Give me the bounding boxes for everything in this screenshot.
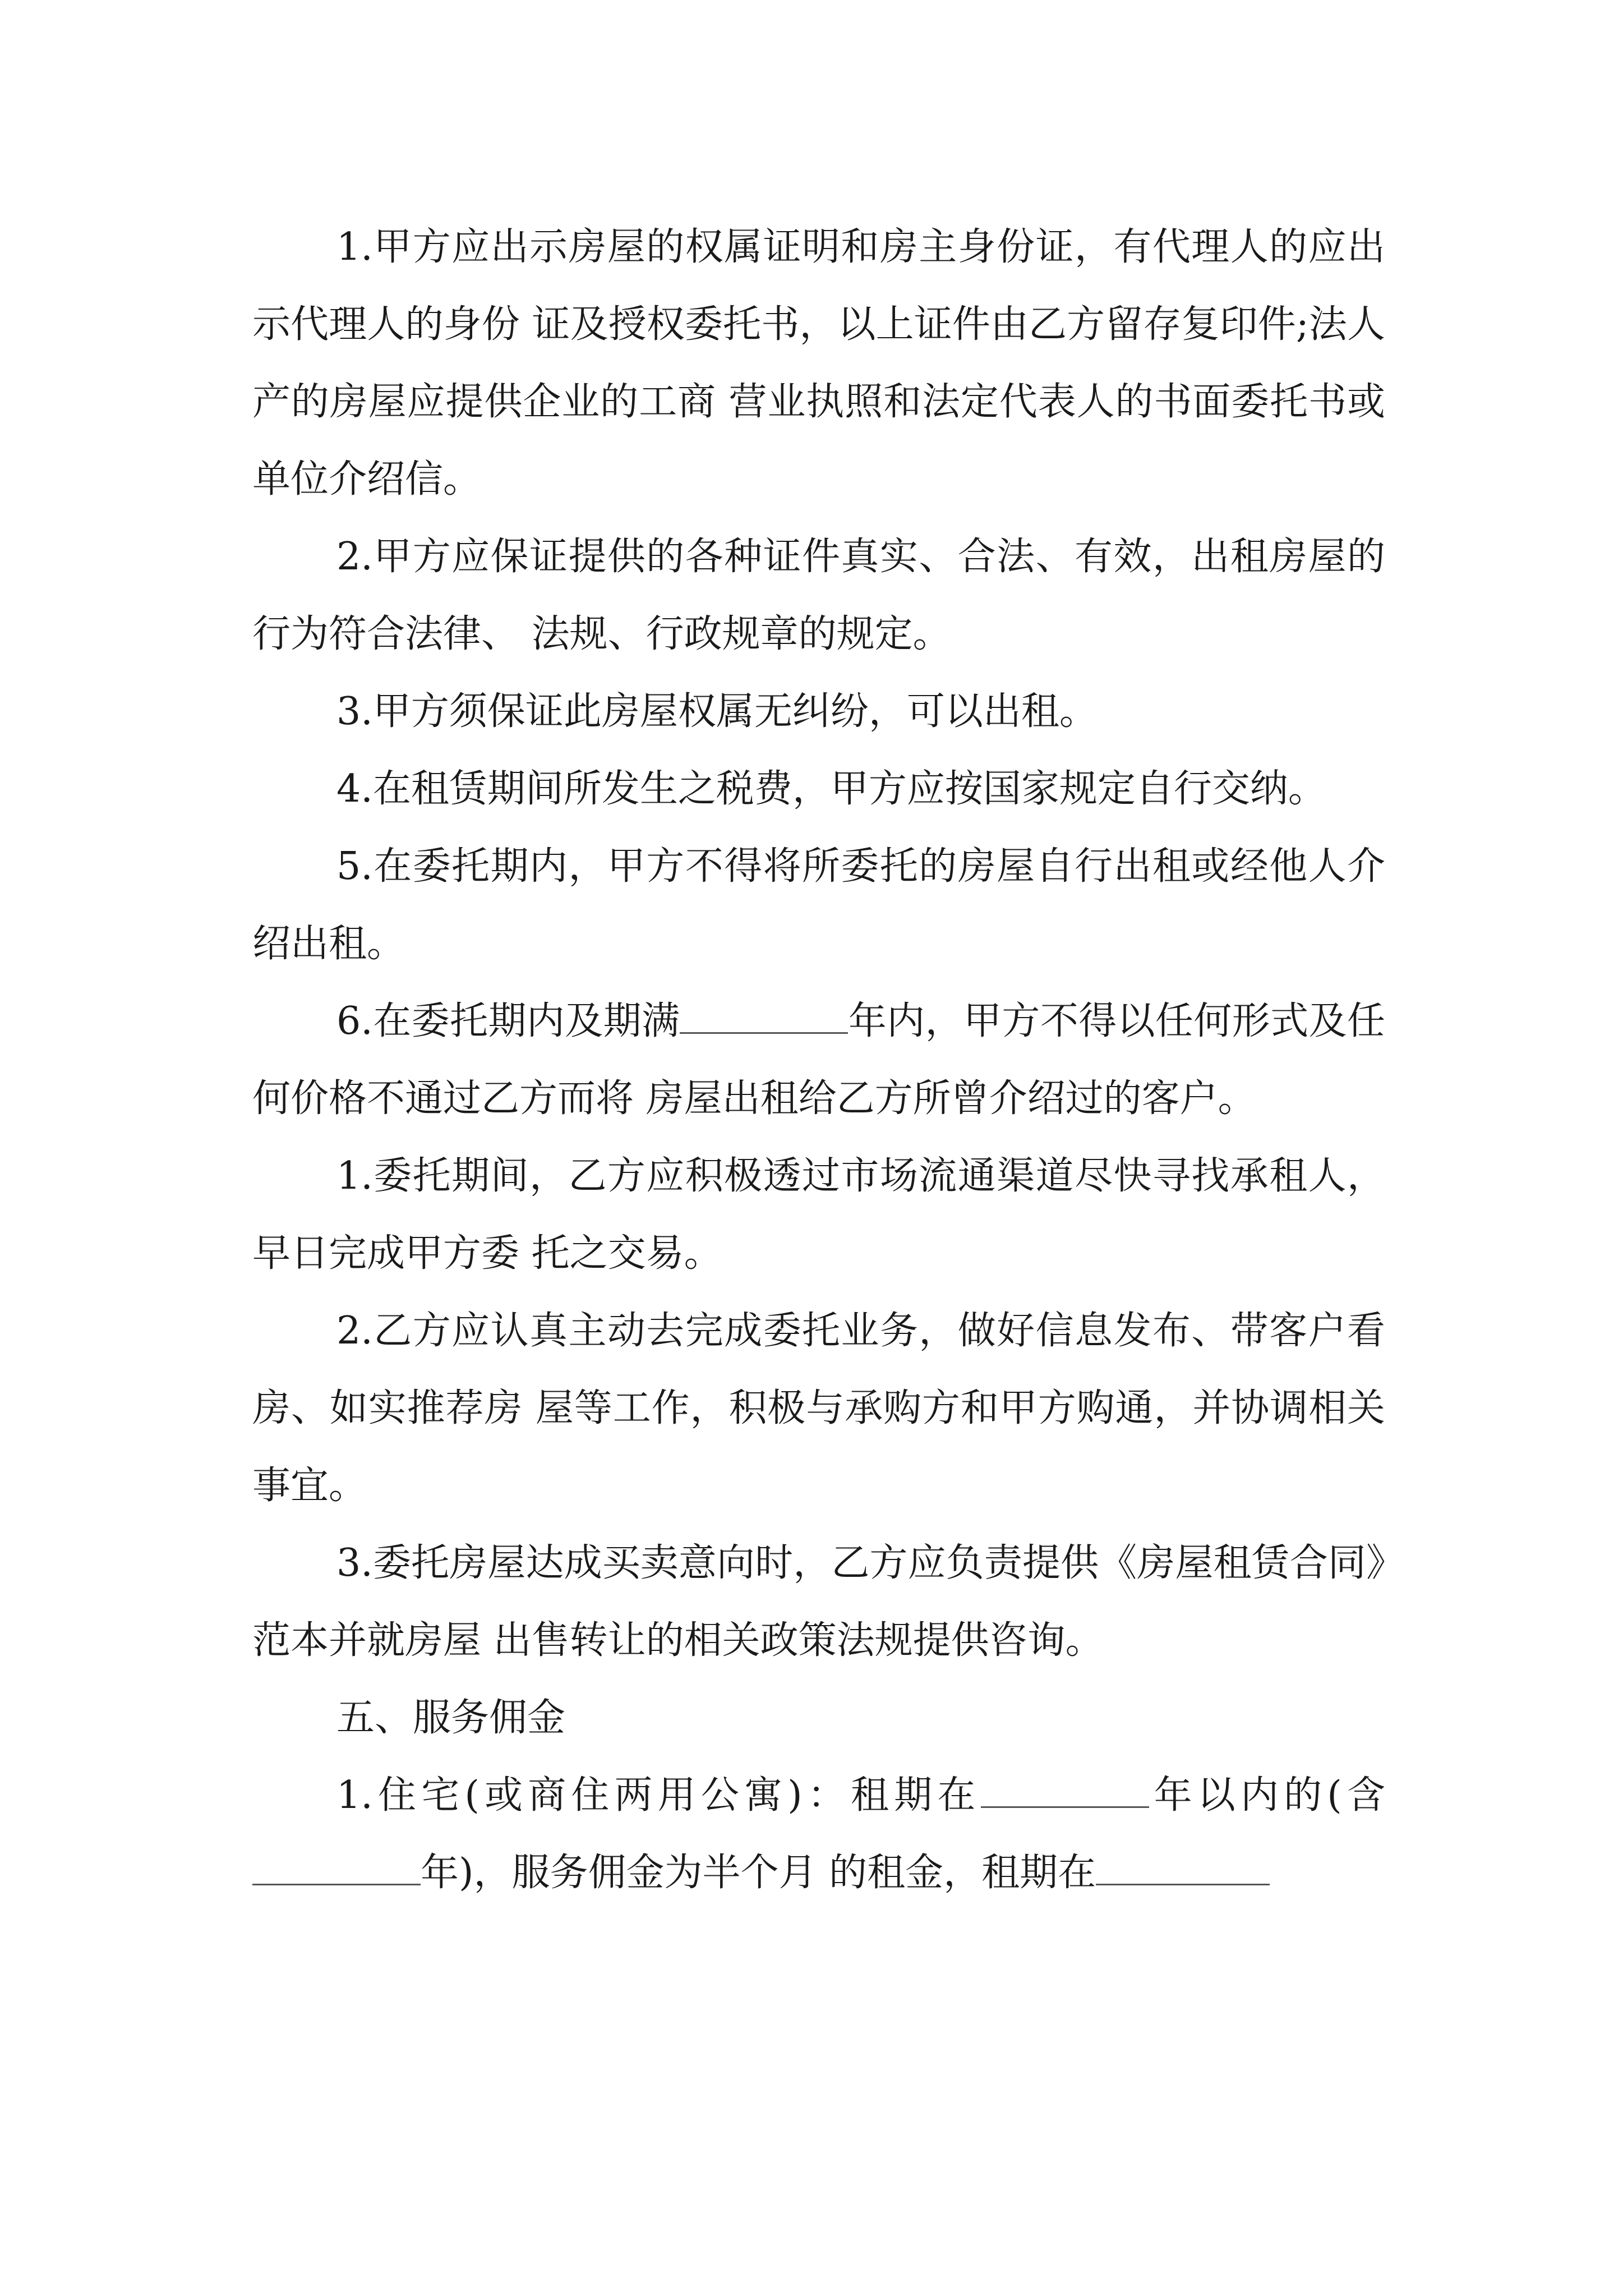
paragraph-6-before: 6.在委托期内及期满	[336, 999, 680, 1043]
paragraph-11	[252, 1757, 1385, 1912]
paragraph-2: 2.甲方应保证提供的各种证件真实、合法、有效，出租房屋的行为符合法律、 法规、行政规章的规定。	[252, 535, 1385, 656]
document-page	[252, 209, 1385, 1912]
paragraph-5: 5.在委托期内，甲方不得将所委托的房屋自行出租或经他人介绍出租。	[252, 844, 1385, 966]
paragraph-11-part3: 年)，服务佣金为半个月 的租金，租期在	[421, 1851, 1096, 1895]
blank-line	[252, 1850, 421, 1885]
paragraph-6	[252, 983, 1385, 1138]
paragraph-9: 3.委托房屋达成买卖意向时，乙方应负责提供《房屋租赁合同》范本并就房屋 出售转让的相关政策法规提供咨询。	[252, 1541, 1385, 1663]
blank-line	[680, 999, 848, 1034]
paragraph-3: 3.甲方须保证此房屋权属无纠纷，可以出租。	[336, 689, 1098, 734]
paragraph-11-part1: 1.住宅(或商住两用公寓)：租期在	[336, 1773, 981, 1818]
blank-line	[1096, 1850, 1270, 1885]
section-heading-service-commission: 五、服务佣金	[336, 1696, 566, 1740]
paragraph-4: 4.在租赁期间所发生之税费，甲方应按国家规定自行交纳。	[336, 767, 1326, 811]
paragraph-7: 1.委托期间，乙方应积极透过市场流通渠道尽快寻找承租人，早日完成甲方委 托之交易。	[252, 1154, 1385, 1276]
paragraph-11-part2: 年以内的(含	[1149, 1773, 1385, 1818]
paragraph-1: 1.甲方应出示房屋的权属证明和房主身份证，有代理人的应出示代理人的身份 证及授权委托书，以上证件由乙方留存复印件;法人产的房屋应提供企业的工商 营业执照和法定代表人的书面委托书或单位介绍信。	[252, 225, 1385, 501]
blank-line	[981, 1773, 1149, 1808]
paragraph-8: 2.乙方应认真主动去完成委托业务，做好信息发布、带客户看房、如实推荐房 屋等工作，积极与承购方和甲方购通，并协调相关事宜。	[252, 1309, 1385, 1508]
paragraph-6-after: 年内，甲方不得以任何形式及任何价格不通过乙方而将 房屋出租给乙方所曾介绍过的客户。	[252, 999, 1385, 1121]
